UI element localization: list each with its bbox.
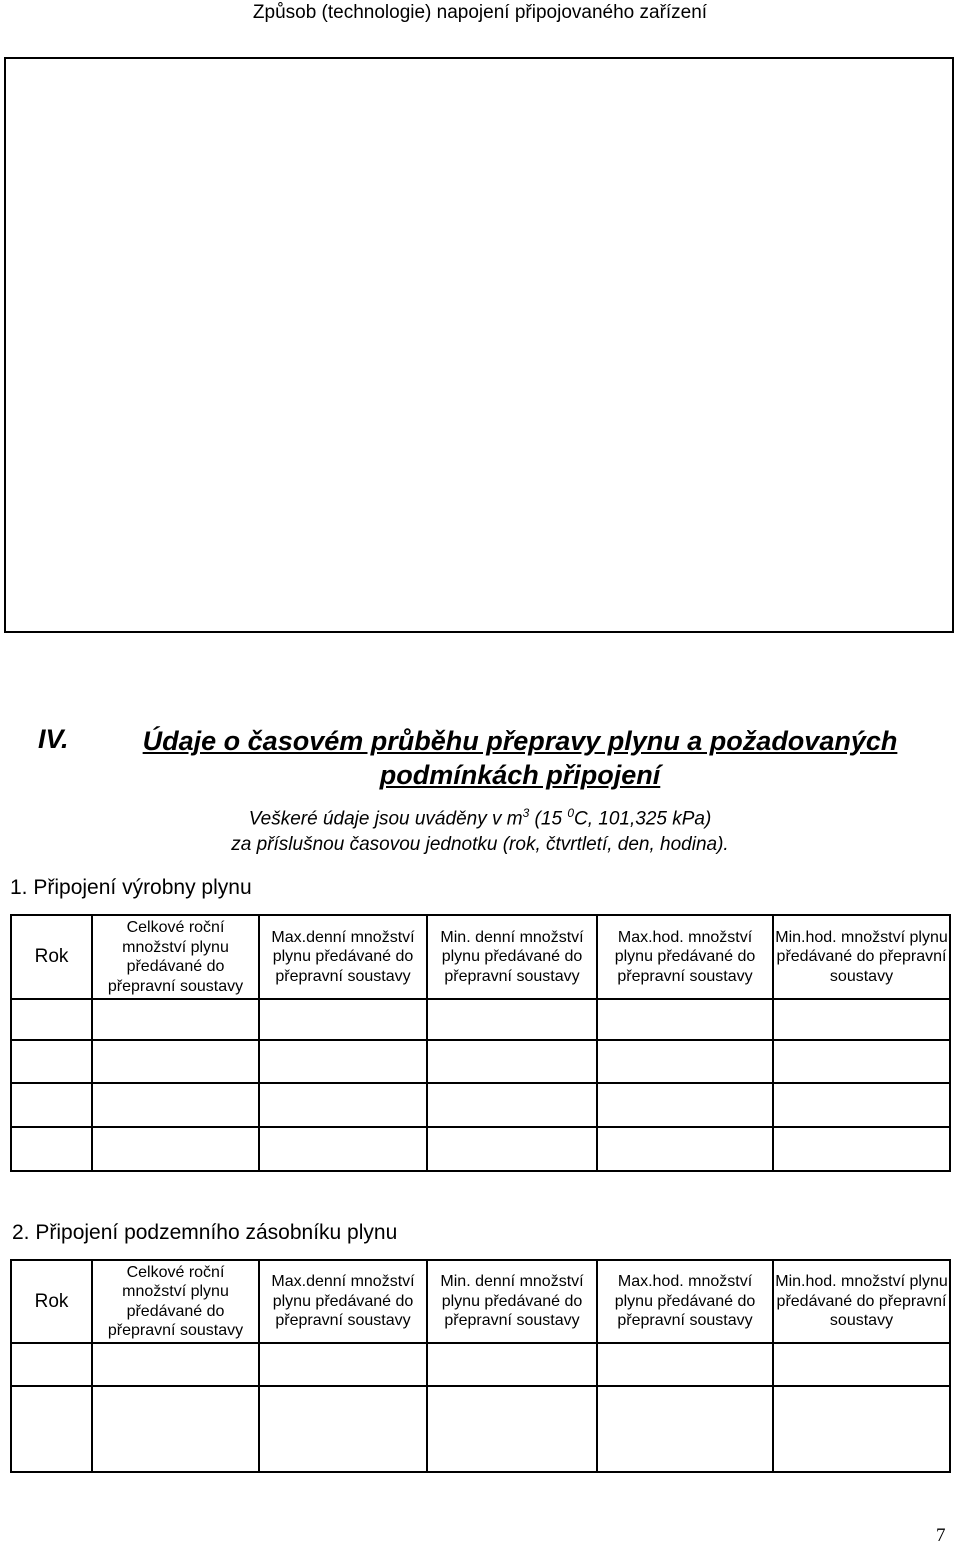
table-row (11, 1083, 950, 1127)
column-header-annual-volume: Celkové roční množství plynu předávané do přepravní soustavy (92, 1260, 259, 1343)
table-cell[interactable] (259, 999, 427, 1040)
table-cell[interactable] (597, 1040, 773, 1083)
table-cell[interactable] (259, 1127, 427, 1171)
table-cell[interactable] (92, 999, 259, 1040)
table-cell[interactable] (597, 1343, 773, 1386)
column-header-min-hourly: Min.hod. množství plynu předávané do přepravní soustavy (773, 1260, 950, 1343)
table-cell[interactable] (92, 1127, 259, 1171)
table-cell[interactable] (597, 1083, 773, 1127)
column-header-year: Rok (11, 915, 92, 999)
table-cell[interactable] (427, 1386, 597, 1472)
table-cell[interactable] (773, 1343, 950, 1386)
table-cell[interactable] (427, 1343, 597, 1386)
units-note-part2: (15 (529, 808, 568, 830)
column-header-max-daily: Max.denní množství plynu předávané do přepravní soustavy (259, 915, 427, 999)
column-header-min-hourly: Min.hod. množství plynu předávané do přepravní soustavy (773, 915, 950, 999)
table-cell[interactable] (11, 1040, 92, 1083)
table-row (11, 1386, 950, 1472)
table-cell[interactable] (92, 1343, 259, 1386)
table-cell[interactable] (427, 1127, 597, 1171)
table-row (11, 999, 950, 1040)
page-number: 7 (936, 1525, 946, 1546)
table-cell[interactable] (597, 1386, 773, 1472)
page-heading: Způsob (technologie) napojení připojovaného zařízení (252, 2, 708, 23)
storage-connection-table (10, 1259, 951, 1473)
column-header-annual-volume: Celkové roční množství plynu předávané do přepravní soustavy (92, 915, 259, 999)
table-cell[interactable] (773, 1083, 950, 1127)
table-cell[interactable] (427, 1040, 597, 1083)
table-cell[interactable] (773, 1386, 950, 1472)
table-cell[interactable] (259, 1083, 427, 1127)
table-cell[interactable] (427, 1083, 597, 1127)
units-note-part1: Veškeré údaje jsou uváděny v m (248, 808, 523, 830)
table-cell[interactable] (773, 1040, 950, 1083)
table-cell[interactable] (773, 1127, 950, 1171)
column-header-max-hourly: Max.hod. množství plynu předávané do přepravní soustavy (597, 915, 773, 999)
table-cell[interactable] (11, 1386, 92, 1472)
table1-heading: 1. Připojení výrobny plynu (10, 876, 252, 899)
section-number: IV. (38, 724, 69, 754)
units-note-exp1: 3 (522, 806, 530, 820)
table-cell[interactable] (259, 1386, 427, 1472)
table-cell[interactable] (92, 1083, 259, 1127)
units-note (160, 800, 800, 858)
section-title: Údaje o časovém průběhu přepravy plynu a požadovaných podmínkách připojení (142, 726, 898, 790)
table-row (11, 1040, 950, 1083)
table-row (11, 1343, 950, 1386)
column-header-year: Rok (11, 1260, 92, 1343)
table-cell[interactable] (427, 999, 597, 1040)
table-cell[interactable] (11, 1127, 92, 1171)
table-cell[interactable] (11, 1343, 92, 1386)
table-cell[interactable] (11, 999, 92, 1040)
table-cell[interactable] (11, 1083, 92, 1127)
column-header-min-daily: Min. denní množství plynu předávané do přepravní soustavy (427, 915, 597, 999)
column-header-max-hourly: Max.hod. množství plynu předávané do přepravní soustavy (597, 1260, 773, 1343)
table-cell[interactable] (92, 1386, 259, 1472)
production-connection-table (10, 914, 951, 1172)
units-note-line2: za příslušnou časovou jednotku (rok, čtvrtletí, den, hodina). (231, 834, 729, 856)
units-note-exp2: 0 (567, 806, 574, 820)
table-cell[interactable] (259, 1040, 427, 1083)
table-cell[interactable] (92, 1040, 259, 1083)
table-cell[interactable] (597, 1127, 773, 1171)
connection-method-box[interactable] (4, 57, 954, 633)
table2-heading: 2. Připojení podzemního zásobníku plynu (12, 1221, 398, 1244)
column-header-min-daily: Min. denní množství plynu předávané do přepravní soustavy (427, 1260, 597, 1343)
table-cell[interactable] (597, 999, 773, 1040)
units-note-part3: C, 101,325 kPa) (574, 808, 712, 830)
column-header-max-daily: Max.denní množství plynu předávané do přepravní soustavy (259, 1260, 427, 1343)
table-cell[interactable] (259, 1343, 427, 1386)
table-cell[interactable] (773, 999, 950, 1040)
table-row (11, 1127, 950, 1171)
